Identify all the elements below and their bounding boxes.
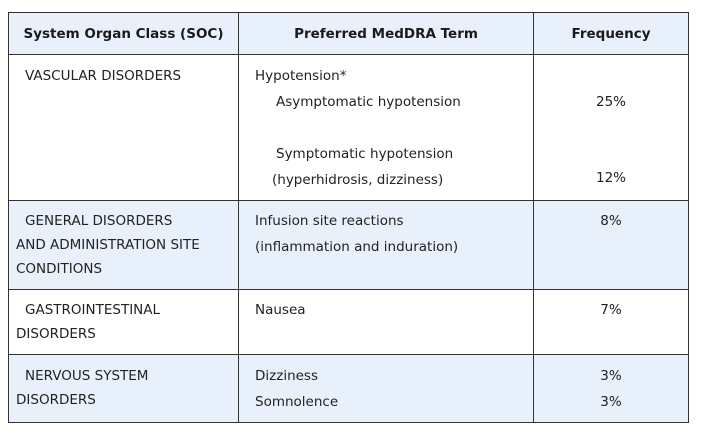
frequency-text: 7% — [600, 302, 622, 318]
soc-text: NERVOUS SYSTEM — [25, 368, 149, 384]
term-cell — [239, 201, 534, 290]
frequency-text: 3% — [600, 394, 622, 410]
table-row — [9, 290, 689, 355]
header-frequency: Frequency — [534, 13, 689, 55]
term-text: Somnolence — [255, 394, 339, 410]
term-cell — [239, 355, 534, 423]
term-text: Hypotension* — [255, 68, 347, 84]
term-text: (hyperhidrosis, dizziness) — [272, 172, 444, 188]
soc-text: VASCULAR DISORDERS — [25, 68, 182, 84]
soc-text: DISORDERS — [16, 392, 96, 408]
soc-cell — [9, 290, 239, 355]
term-text: Infusion site reactions — [255, 213, 404, 229]
frequency-cell — [534, 290, 689, 355]
soc-text: DISORDERS — [16, 326, 96, 342]
soc-cell — [9, 201, 239, 290]
term-text: Asymptomatic hypotension — [276, 94, 461, 110]
frequency-text: 8% — [600, 213, 622, 229]
frequency-text: 25% — [595, 94, 626, 110]
term-cell — [239, 290, 534, 355]
frequency-cell — [534, 201, 689, 290]
frequency-cell — [534, 355, 689, 423]
adverse-reactions-table — [8, 12, 689, 423]
soc-text: AND ADMINISTRATION SITE — [16, 237, 200, 253]
term-text: Symptomatic hypotension — [276, 146, 454, 162]
term-text: Nausea — [255, 302, 306, 318]
header-term: Preferred MedDRA Term — [239, 13, 534, 55]
frequency-cell — [534, 55, 689, 201]
frequency-text: 3% — [600, 368, 622, 384]
soc-text: CONDITIONS — [16, 261, 103, 277]
header-soc: System Organ Class (SOC) — [9, 13, 239, 55]
table-header-row — [9, 13, 689, 55]
soc-cell — [9, 355, 239, 423]
soc-text: GASTROINTESTINAL — [25, 302, 161, 318]
term-text: Dizziness — [255, 368, 318, 384]
term-text: (inflammation and induration) — [255, 239, 459, 255]
table-row — [9, 201, 689, 290]
soc-text: GENERAL DISORDERS — [25, 213, 173, 229]
soc-cell — [9, 55, 239, 201]
table-row — [9, 55, 689, 201]
table-row — [9, 355, 689, 423]
term-cell — [239, 55, 534, 201]
frequency-text: 12% — [595, 170, 626, 186]
